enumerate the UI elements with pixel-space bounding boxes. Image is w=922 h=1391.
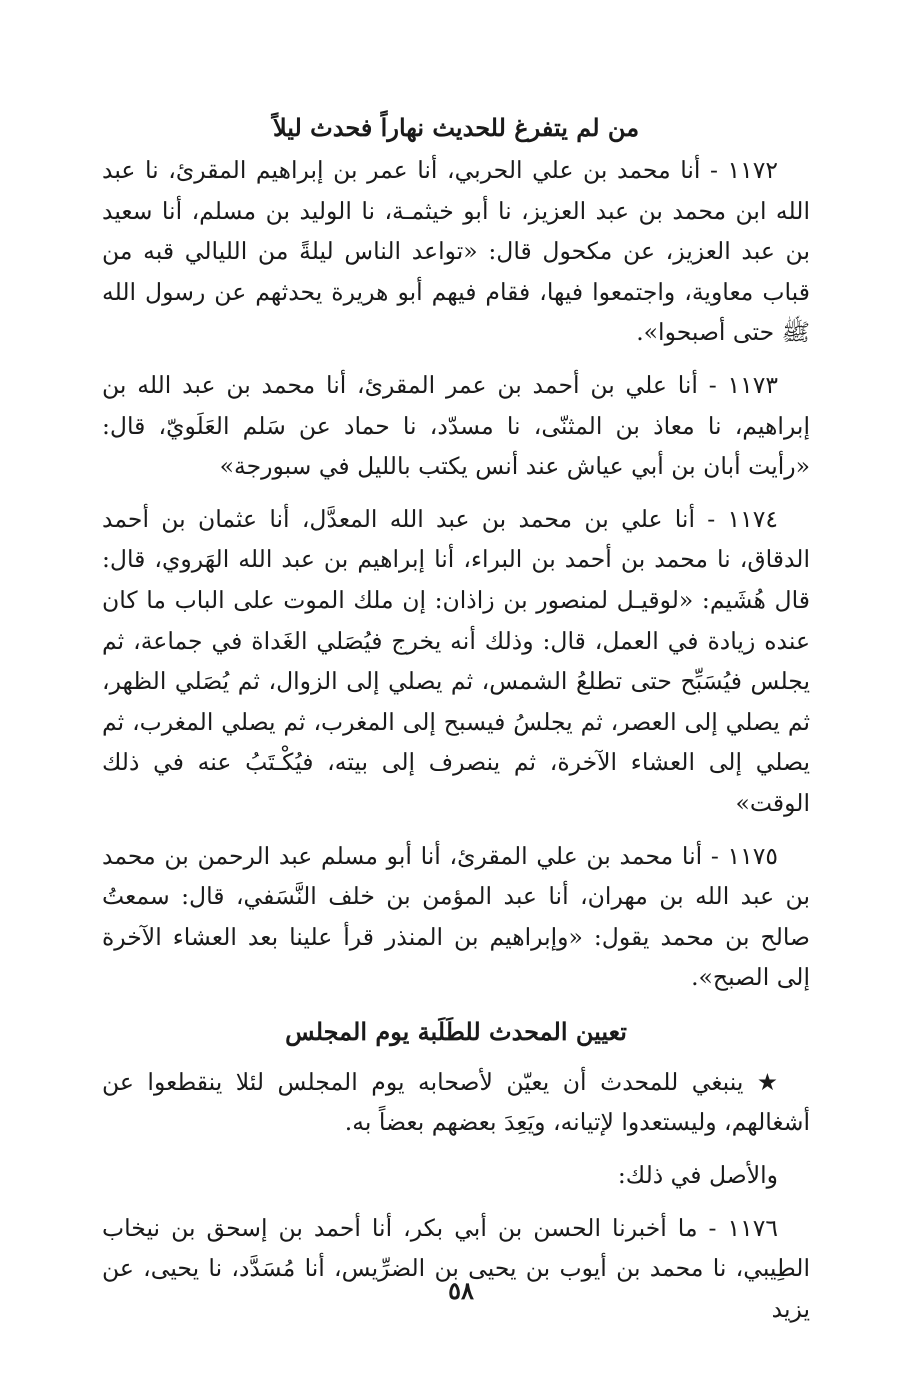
hadith-1174: ١١٧٤ - أنا علي بن محمد بن عبد الله المعدَّل، أنا عثمان بن أحمد الدقاق، نا محمد بن أحمد بن البراء، أنا إبراهيم بن عبد الله الهَروي، قال: قال هُشَيم: «لوقيـل لمنصور بن زاذان: إن ملك الموت على الباب ما كان عنده زيادة في العمل، قال: وذلك أنه يخرج فيُصَلي الغَداة في جماعة، ثم يجلس فيُسَبِّح حتى تطلعُ الشمس، ثم يصلي إلى الزوال، ثم يُصَلي الظهر، ثم يصلي إلى العصر، ثم يجلسُ فيسبح إلى المغرب، ثم يصلي المغرب، ثم يصلي إلى العشاء الآخرة، ثم ينصرف إلى بيته، فيُكْـتَبُ عنه في ذلك الوقت» — [102, 504, 810, 817]
hadith-1176: ١١٧٦ - ما أخبرنا الحسن بن أبي بكر، أنا أحمد بن إسحق بن نيخاب الطِيبي، نا محمد بن أيوب بن يحيى بن الضرِّيس، أنا مُسَدَّد، نا يحيى، عن يزيد — [102, 1213, 810, 1323]
page-number: ٥٨ — [448, 1276, 474, 1305]
hadith-1175: ١١٧٥ - أنا محمد بن علي المقرئ، أنا أبو مسلم عبد الرحمن بن محمد بن عبد الله بن مهران، أنا عبد المؤمن بن خلف النَّسَفي، قال: سمعتُ صالح بن محمد يقول: «وإبراهيم بن المنذر قرأ علينا بعد العشاء الآخرة إلى الصبح». — [102, 841, 810, 992]
origin-paragraph: والأصل في ذلك: — [617, 1161, 778, 1190]
section-heading-night-hadith: من لم يتفرغ للحديث نهاراً فحدث ليلاً — [272, 113, 640, 142]
hadith-1173: ١١٧٣ - أنا علي بن أحمد بن عمر المقرئ، أنا محمد بن عبد الله بن إبراهيم، نا معاذ بن المثنّى، نا مسدّد، نا حماد عن سَلم العَلَويّ، قال: «رأيت أبان بن أبي عياش عند أنس يكتب بالليل في سبورجة» — [102, 370, 810, 481]
section-heading-assigning-day: تعيين المحدث للطَلَبة يوم المجلس — [285, 1016, 627, 1046]
note-paragraph: ★ ينبغي للمحدث أن يعيّن لأصحابه يوم المجلس لئلا ينقطعوا عن أشغالهم، وليستعدوا لإتيانه، ويَعِدَ بعضهم بعضاً به. — [102, 1067, 810, 1137]
hadith-1172: ١١٧٢ - أنا محمد بن علي الحربي، أنا عمر بن إبراهيم المقرئ، نا عبد الله ابن محمد بن عبد العزيز، نا أبو خيثمـة، نا الوليد بن مسلم، أنا سعيد بن عبد العزيز، عن مكحول قال: «تواعد الناس ليلةً من الليالي قبه من قباب معاوية، واجتمعوا فيها، فقام فيهم أبو هريرة يحدثهم عن رسول الله ﷺ حتى أصبحوا». — [102, 156, 810, 347]
page-body — [102, 100, 810, 1323]
